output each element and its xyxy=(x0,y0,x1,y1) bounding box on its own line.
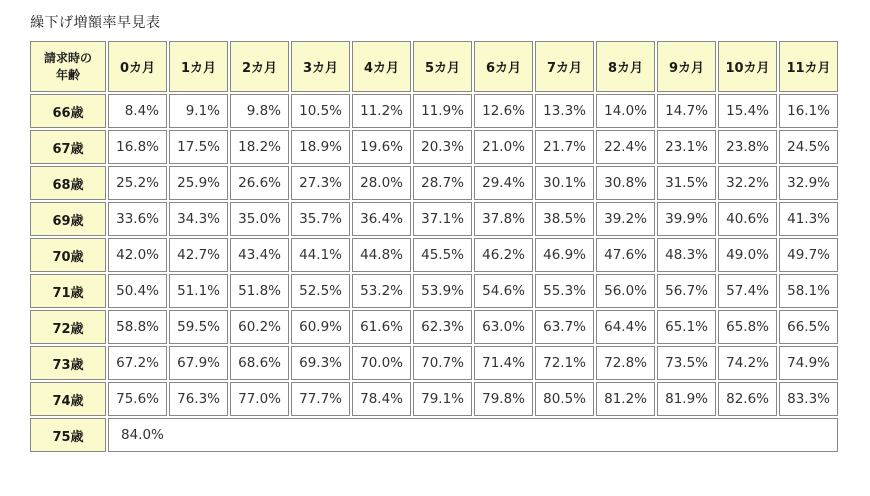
month-header: 9カ月 xyxy=(657,41,716,92)
rate-cell: 44.8% xyxy=(352,238,411,272)
rate-cell: 38.5% xyxy=(535,202,594,236)
rate-cell: 70.0% xyxy=(352,346,411,380)
rate-cell: 73.5% xyxy=(657,346,716,380)
table-row xyxy=(30,418,838,452)
rate-cell: 22.4% xyxy=(596,130,655,164)
rate-cell: 51.8% xyxy=(230,274,289,308)
page-title: 繰下げ増額率早見表 xyxy=(30,15,161,31)
increase-rate-table xyxy=(28,39,840,454)
rate-cell: 52.5% xyxy=(291,274,350,308)
month-header: 2カ月 xyxy=(230,41,289,92)
rate-cell: 58.1% xyxy=(779,274,838,308)
rate-cell: 16.8% xyxy=(108,130,167,164)
rate-cell: 54.6% xyxy=(474,274,533,308)
rate-cell: 14.0% xyxy=(596,94,655,128)
table-body xyxy=(30,94,838,452)
rate-cell: 70.7% xyxy=(413,346,472,380)
rate-cell: 61.6% xyxy=(352,310,411,344)
rate-cell: 18.2% xyxy=(230,130,289,164)
rate-cell: 46.2% xyxy=(474,238,533,272)
rate-cell: 37.1% xyxy=(413,202,472,236)
month-header: 1カ月 xyxy=(169,41,228,92)
rate-cell: 79.8% xyxy=(474,382,533,416)
rate-cell: 19.6% xyxy=(352,130,411,164)
rate-cell: 9.8% xyxy=(230,94,289,128)
rate-cell: 28.0% xyxy=(352,166,411,200)
rate-cell: 10.5% xyxy=(291,94,350,128)
age-label: 75歳 xyxy=(30,418,106,452)
rate-cell: 15.4% xyxy=(718,94,777,128)
rate-cell: 21.7% xyxy=(535,130,594,164)
rate-cell: 47.6% xyxy=(596,238,655,272)
rate-cell: 30.1% xyxy=(535,166,594,200)
rate-cell: 60.2% xyxy=(230,310,289,344)
rate-cell: 30.8% xyxy=(596,166,655,200)
rate-cell: 67.9% xyxy=(169,346,228,380)
rate-cell: 35.0% xyxy=(230,202,289,236)
rate-cell: 21.0% xyxy=(474,130,533,164)
month-header: 4カ月 xyxy=(352,41,411,92)
header-row xyxy=(30,41,838,92)
month-header: 11カ月 xyxy=(779,41,838,92)
age-label: 69歳 xyxy=(30,202,106,236)
age-label: 70歳 xyxy=(30,238,106,272)
rate-cell: 27.3% xyxy=(291,166,350,200)
rate-cell: 23.1% xyxy=(657,130,716,164)
rate-cell: 26.6% xyxy=(230,166,289,200)
month-header: 3カ月 xyxy=(291,41,350,92)
rate-cell: 39.9% xyxy=(657,202,716,236)
month-header: 5カ月 xyxy=(413,41,472,92)
age-label: 73歳 xyxy=(30,346,106,380)
rate-cell: 60.9% xyxy=(291,310,350,344)
rate-cell: 9.1% xyxy=(169,94,228,128)
rate-cell: 42.0% xyxy=(108,238,167,272)
rate-cell: 49.7% xyxy=(779,238,838,272)
rate-cell: 8.4% xyxy=(108,94,167,128)
rate-cell: 34.3% xyxy=(169,202,228,236)
corner-header-line1: 請求時の xyxy=(43,51,92,66)
rate-cell: 24.5% xyxy=(779,130,838,164)
rate-cell: 25.9% xyxy=(169,166,228,200)
rate-cell: 69.3% xyxy=(291,346,350,380)
rate-cell: 37.8% xyxy=(474,202,533,236)
rate-cell: 84.0% xyxy=(108,418,838,452)
rate-cell: 40.6% xyxy=(718,202,777,236)
rate-cell: 18.9% xyxy=(291,130,350,164)
rate-cell: 71.4% xyxy=(474,346,533,380)
table-row xyxy=(30,202,838,236)
rate-cell: 11.2% xyxy=(352,94,411,128)
age-label: 72歳 xyxy=(30,310,106,344)
table-head xyxy=(30,41,838,92)
rate-cell: 31.5% xyxy=(657,166,716,200)
rate-cell: 28.7% xyxy=(413,166,472,200)
table-row xyxy=(30,310,838,344)
rate-cell: 29.4% xyxy=(474,166,533,200)
rate-cell: 44.1% xyxy=(291,238,350,272)
rate-cell: 33.6% xyxy=(108,202,167,236)
rate-cell: 51.1% xyxy=(169,274,228,308)
table-row xyxy=(30,238,838,272)
rate-cell: 67.2% xyxy=(108,346,167,380)
rate-cell: 13.3% xyxy=(535,94,594,128)
rate-cell: 62.3% xyxy=(413,310,472,344)
rate-cell: 63.7% xyxy=(535,310,594,344)
rate-cell: 50.4% xyxy=(108,274,167,308)
rate-cell: 45.5% xyxy=(413,238,472,272)
rate-cell: 77.7% xyxy=(291,382,350,416)
rate-cell: 78.4% xyxy=(352,382,411,416)
rate-cell: 32.2% xyxy=(718,166,777,200)
age-label: 67歳 xyxy=(30,130,106,164)
rate-cell: 17.5% xyxy=(169,130,228,164)
rate-cell: 32.9% xyxy=(779,166,838,200)
age-label: 71歳 xyxy=(30,274,106,308)
rate-cell: 20.3% xyxy=(413,130,472,164)
rate-cell: 53.2% xyxy=(352,274,411,308)
rate-cell: 81.2% xyxy=(596,382,655,416)
rate-cell: 23.8% xyxy=(718,130,777,164)
table-row xyxy=(30,94,838,128)
rate-cell: 65.8% xyxy=(718,310,777,344)
table-row xyxy=(30,166,838,200)
rate-cell: 81.9% xyxy=(657,382,716,416)
rate-cell: 36.4% xyxy=(352,202,411,236)
table-row xyxy=(30,274,838,308)
rate-cell: 11.9% xyxy=(413,94,472,128)
rate-cell: 63.0% xyxy=(474,310,533,344)
age-label: 74歳 xyxy=(30,382,106,416)
month-header: 8カ月 xyxy=(596,41,655,92)
rate-cell: 74.2% xyxy=(718,346,777,380)
rate-cell: 42.7% xyxy=(169,238,228,272)
rate-cell: 58.8% xyxy=(108,310,167,344)
rate-cell: 46.9% xyxy=(535,238,594,272)
month-header: 0カ月 xyxy=(108,41,167,92)
rate-cell: 68.6% xyxy=(230,346,289,380)
rate-cell: 12.6% xyxy=(474,94,533,128)
corner-header xyxy=(30,41,106,92)
rate-cell: 72.1% xyxy=(535,346,594,380)
rate-cell: 79.1% xyxy=(413,382,472,416)
rate-cell: 41.3% xyxy=(779,202,838,236)
rate-cell: 80.5% xyxy=(535,382,594,416)
month-header: 10カ月 xyxy=(718,41,777,92)
rate-cell: 49.0% xyxy=(718,238,777,272)
rate-cell: 53.9% xyxy=(413,274,472,308)
month-header: 6カ月 xyxy=(474,41,533,92)
table-row xyxy=(30,346,838,380)
rate-cell: 77.0% xyxy=(230,382,289,416)
table-row xyxy=(30,130,838,164)
rate-cell: 39.2% xyxy=(596,202,655,236)
rate-cell: 64.4% xyxy=(596,310,655,344)
age-label: 66歳 xyxy=(30,94,106,128)
rate-cell: 56.7% xyxy=(657,274,716,308)
rate-cell: 57.4% xyxy=(718,274,777,308)
rate-cell: 55.3% xyxy=(535,274,594,308)
rate-cell: 82.6% xyxy=(718,382,777,416)
rate-cell: 35.7% xyxy=(291,202,350,236)
rate-cell: 76.3% xyxy=(169,382,228,416)
rate-cell: 83.3% xyxy=(779,382,838,416)
rate-cell: 66.5% xyxy=(779,310,838,344)
rate-cell: 75.6% xyxy=(108,382,167,416)
rate-cell: 25.2% xyxy=(108,166,167,200)
rate-cell: 43.4% xyxy=(230,238,289,272)
rate-cell: 65.1% xyxy=(657,310,716,344)
rate-cell: 14.7% xyxy=(657,94,716,128)
month-header: 7カ月 xyxy=(535,41,594,92)
rate-cell: 72.8% xyxy=(596,346,655,380)
rate-cell: 74.9% xyxy=(779,346,838,380)
rate-cell: 59.5% xyxy=(169,310,228,344)
rate-cell: 48.3% xyxy=(657,238,716,272)
age-label: 68歳 xyxy=(30,166,106,200)
rate-cell: 16.1% xyxy=(779,94,838,128)
table-row xyxy=(30,382,838,416)
corner-header-line2: 年齢 xyxy=(55,67,80,82)
rate-cell: 56.0% xyxy=(596,274,655,308)
